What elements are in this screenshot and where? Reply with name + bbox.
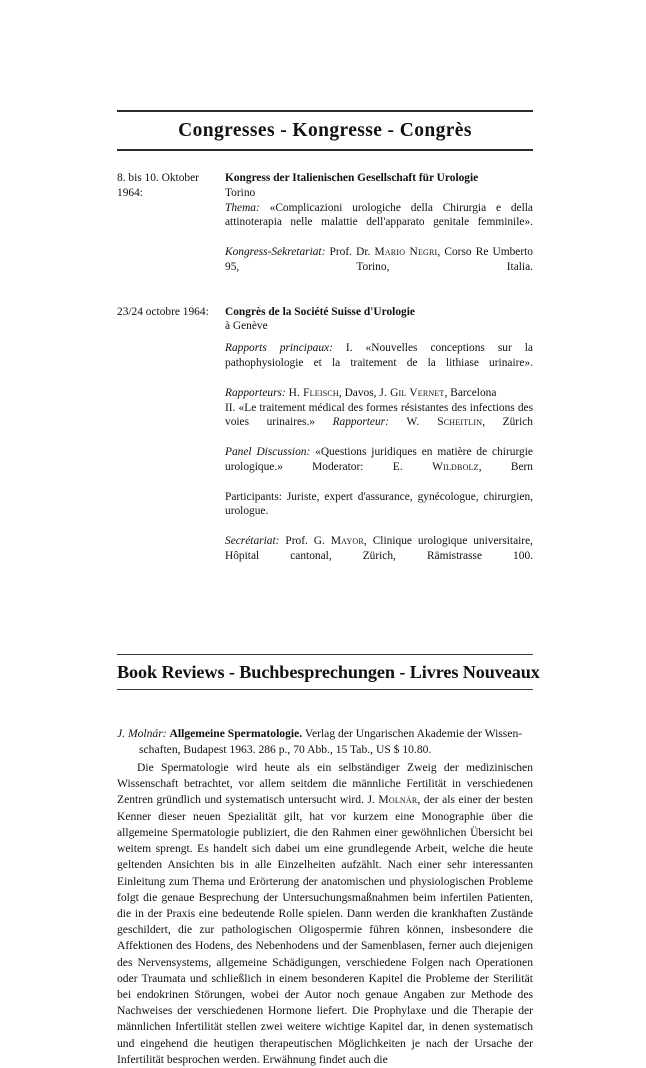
book-citation [117,726,533,758]
detail-text-before: «Questions juridiques en matière de chirurgie urologique.» Moderator: [225,446,533,473]
document-page [117,0,540,1066]
detail-label: Panel Discussion: [225,446,311,459]
person-name: E. Wildbolz [392,460,479,473]
congress-entry-title: Kongress der Italienischen Gesellschaft für Urologie [225,172,479,184]
detail-text-before: Prof. G. [285,535,331,548]
congress-detail-secretariat [225,534,533,578]
detail-text-before: Prof. Dr. [329,246,375,259]
congress-entry-body [225,171,533,290]
review-text-part2: , der als einer der besten Kenner dieser neuen Spezialität gilt, hat vor kurzem eine Monographie über die allgemeine Spermatologie publiziert, die den Rahmen einer gewöhnlichen Übersicht bei weitem sprengt. Es handelt sich dabei um eine grundlegende Arbeit, welche die heute geltenden Ansichten bis in alle Einzelheiten aufzählt. Nach einer sehr interessanten Einleitung zum Thema und Erörterung der anatomischen und physiologischen Probleme folgt die genaue Besprechung der Untersuchungsmaßnahmen beim infertilen Patienten, die in der Praxis eine bedeutende Rolle spielen. Dann werden die krankhaften Zustände geschildert, die zur pathologischen Oligospermie führen können, insbesondere die Affektionen des Hodens, des Nebenhodens und der Samenblasen, ferner auch diejenigen des Nervensystems, allgemeine Schädigungen, verschiedene Folgen nach Operationen oder Traumata und schließlich in einem besonderen Kapitel die Probleme der Sterilität bei endokrinen Störungen, wobei der Autor noch genaue Angaben zur Methode des Nachweises der verschiedenen Hormone liefert. Die Prophylaxe und die Therapie der männlichen Infertilität stellen zwei weitere wichtige Kapitel dar, in denen systematisch und eingehend die heutigen therapeutischen Möglichkeiten je nach der Ursache der Infertilität besprochen werden. Erwähnung findet auch die [117,793,533,1066]
congress-detail-participants: Participants: Juriste, expert d'assurance, gynécologue, chirurgien, urologue. [225,490,533,518]
detail-mid: , Davos, [338,386,380,399]
book-review [117,726,533,1068]
congress-detail-rapports [225,341,533,385]
congress-entry-place: à Genève [225,320,268,333]
detail-mid: , Barcelona [444,386,497,399]
congress-detail-rapporteur-ii [225,401,533,445]
detail-label: Rapporteurs: [225,386,286,399]
detail-text: I. «Nouvelles conceptions sur la pathophysiologie et la traitement de la lithiase urinaire». [225,342,533,370]
congress-entry-title: Congrès de la Société Suisse d'Urologie [225,305,415,318]
book-title: Allgemeine Spermatologie. [169,726,303,740]
date-line: 23/24 octobre 1964: [117,305,209,318]
book-publication: Verlag der Ungarischen Akademie der Wissen- [304,726,523,740]
spacer [225,334,533,341]
detail-text-after: , Corso Re Umberto 95, Torino, Italia. [225,246,533,273]
congress-entry-date [117,305,225,320]
book-publication-cont: schaften, Budapest 1963. 286 p., 70 Abb., 15 Tab., US $ 10.80. [139,742,432,756]
congress-entry-place: Torino [225,186,256,199]
person-name: W. Scheitlin [406,416,483,429]
heading-rule-bottom [117,149,533,151]
person-name: Mayor [330,535,364,548]
detail-label: Secrétariat: [225,535,280,548]
detail-text: «Complicazioni urologiche della Chirurgia e della attinoterapia nelle malattie dell'apparato genitale femminile». [225,201,533,229]
person-name: Molnár [378,793,418,807]
detail-label: Kongress-Sekretariat: [225,246,326,259]
date-line: 1964: [117,186,143,199]
book-review-text [117,760,533,1068]
detail-label: Thema: [225,201,260,214]
detail-tail: , Zürich [482,416,533,429]
congress-entry-date [117,171,225,201]
congress-entry-body [225,305,533,579]
congress-entries [117,171,533,579]
congress-entry [117,171,533,290]
detail-roman-text: II. «Le traitement médical des formes résistantes des infections des voies urinaires.» [225,401,533,429]
detail-label: Rapports principaux: [225,342,333,355]
book-reviews-heading-block [117,654,540,690]
review-text-part1: Die Spermatologie wird heute als ein selbständiger Zweig der medizinischen Wissenschaft betrachtet, vor allem seitdem die männliche Fertilität in verschiedenen Zentren gründlich und systematisch untersucht wird. J. [117,760,533,807]
person-name: Mario Negri [374,246,438,259]
reviews-rule-bottom [117,689,533,690]
book-author: J. Molnár: [117,726,167,740]
date-line: 8. bis 10. Oktober [117,172,199,184]
congresses-heading-block [117,110,533,151]
detail-text-after: , Bern [478,460,533,473]
congress-detail-thema [225,201,533,245]
book-reviews-title: Book Reviews - Buchbesprechungen - Livres Nouveaux [117,661,540,682]
person-name: J. Gil Vernet [379,386,445,399]
congress-entry [117,305,533,579]
person-name: H. Fleisch [288,386,339,399]
detail-text-after: , Clinique urologique universitaire, Hôpital cantonal, Zürich, Rämistrasse 100. [225,535,533,562]
congress-detail-panel-discussion [225,445,533,489]
congress-detail-secretariat [225,245,533,289]
congresses-title: Congresses - Kongresse - Congrès [178,120,472,141]
detail-label: Rapporteur: [332,416,389,429]
congress-detail-rapporteurs [225,386,533,401]
